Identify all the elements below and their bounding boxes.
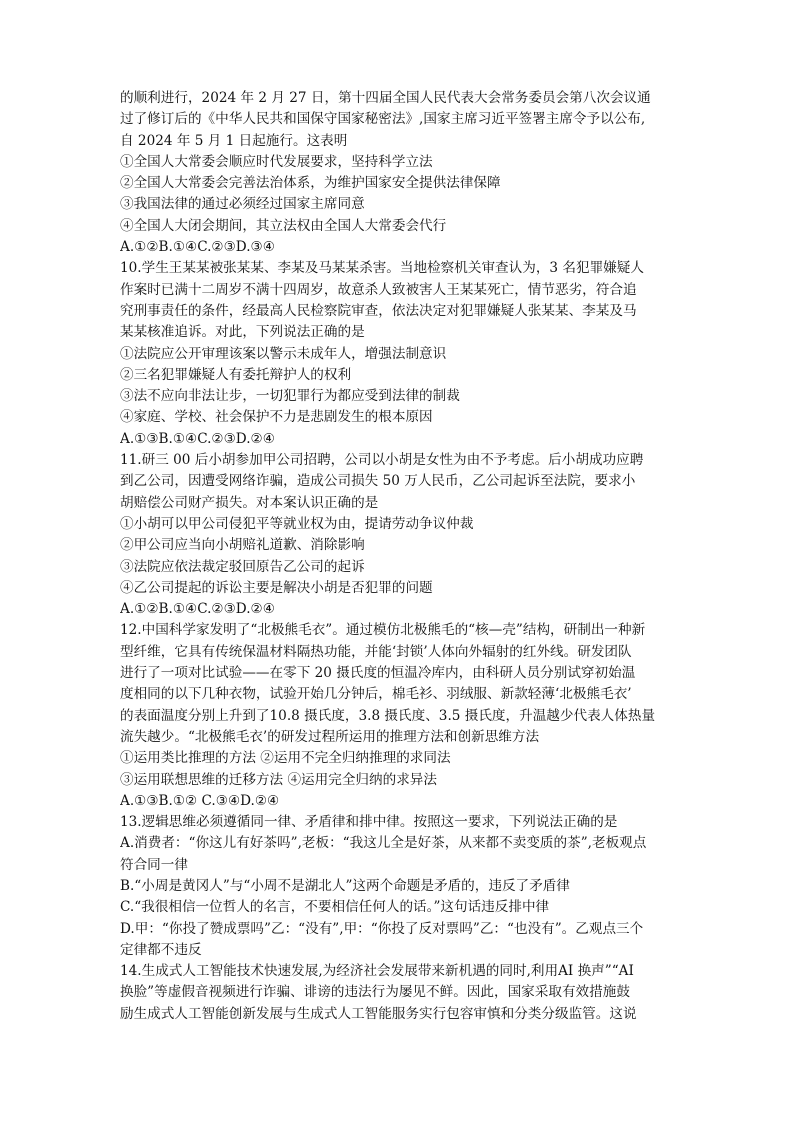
text-line: 胡赔偿公司财产损失。对本案认识正确的是 xyxy=(120,494,379,511)
text-line: ④家庭、学校、社会保护不力是悲剧发生的根本原因 xyxy=(120,409,433,426)
text-line: ③我国法律的通过必须经过国家主席同意 xyxy=(120,196,365,213)
text-line: B.“小周是黄冈人”与“小周不是湖北人”这两个命题是矛盾的，违反了矛盾律 xyxy=(120,877,570,894)
text-line: 13.逻辑思维必须遵循同一律、矛盾律和排中律。按照这一要求，下列说法正确的是 xyxy=(120,814,618,831)
text-line: 自 2024 年 5 月 1 日起施行。这表明 xyxy=(120,132,348,149)
text-line: 11.研三 00 后小胡参加甲公司招聘，公司以小胡是女性为由不予考虑。后小胡成功应聘 xyxy=(120,452,644,469)
text-line: A.①②B.①④C.②③D.③④ xyxy=(120,239,275,256)
text-line: ③法院应依法裁定驳回原告乙公司的起诉 xyxy=(120,558,365,575)
text-line: 励生成式人工智能创新发展与生成式人工智能服务实行包容审慎和分类分级监管。这说 xyxy=(120,1005,637,1022)
text-line: ②三名犯罪嫌疑人有委托辩护人的权利 xyxy=(120,366,352,383)
text-line: ①小胡可以甲公司侵犯平等就业权为由，提请劳动争议仲裁 xyxy=(120,515,474,532)
text-line: ①运用类比推理的方法 ②运用不完全归纳推理的求同法 xyxy=(120,750,451,767)
text-line: ②甲公司应当向小胡赔礼道歉、消除影响 xyxy=(120,537,365,554)
text-line: ①全国人大常委会顺应时代发展要求，坚持科学立法 xyxy=(120,153,433,170)
text-line: 某某核准追诉。对此，下列说法正确的是 xyxy=(120,324,365,341)
text-line: ③法不应向非法让步，一切犯罪行为都应受到法律的制裁 xyxy=(120,388,460,405)
text-line: 14.生成式人工智能技术快速发展,为经济社会发展带来新机遇的同时,利用AI 换声”“AI xyxy=(120,963,634,980)
text-line: ②全国人大常委会完善法治体系，为维护国家安全提供法律保障 xyxy=(120,175,501,192)
text-line: A.①③B.①④C.②③D.②④ xyxy=(120,430,275,447)
text-line: 10.学生王某某被张某某、李某及马某某杀害。当地检察机关审查认为，3 名犯罪嫌疑人 xyxy=(120,260,644,277)
text-line: ①法院应公开审理该案以警示未成年人，增强法制意识 xyxy=(120,345,447,362)
text-line: 究刑事责任的条件，经最高人民检察院审查，依法决定对犯罪嫌疑人张某某、李某及马 xyxy=(120,302,637,319)
text-line: 流失越少。“北极熊毛衣’的研发过程所运用的推理方法和创新思维方法 xyxy=(120,728,540,745)
text-line: ③运用联想思维的迁移方法 ④运用完全归纳的求异法 xyxy=(120,771,437,788)
text-line: 型纤维，它具有传统保温材料隔热功能，并能‘封锁’人体向外辐射的红外线。研发团队 xyxy=(120,643,632,660)
text-line: 12.中国科学家发明了“北极熊毛衣”。通过模仿北极熊毛的“核—壳”结构，研制出一种新 xyxy=(120,622,646,639)
text-line: A.①②B.①④C.②③D.②④ xyxy=(120,601,275,618)
text-line: A.①③B.①② C.③④D.②④ xyxy=(120,792,280,809)
text-line: 的表面温度分别上升到了10.8 摄氏度，3.8 摄氏度、3.5 摄氏度，升温越少代表人体热量 xyxy=(120,707,656,724)
text-line: 定律都不违反 xyxy=(120,941,202,958)
text-line: 度相同的以下几种衣物，试验开始几分钟后，棉毛衫、羽绒服、新款轻薄‘北极熊毛衣’ xyxy=(120,686,632,703)
text-line: 的顺利进行，2024 年 2 月 27 日，第十四届全国人民代表大会常务委员会第八次会议通 xyxy=(120,90,651,106)
text-line: ④乙公司提起的诉讼主要是解决小胡是否犯罪的问题 xyxy=(120,579,433,596)
text-line: 换脸”等虚假音视频进行诈骗、诽谤的违法行为屡见不鲜。因此，国家采取有效措施鼓 xyxy=(120,984,630,1001)
text-line: 进行了一项对比试验——在零下 20 摄氏度的恒温冷库内，由科研人员分别试穿初始温 xyxy=(120,665,636,682)
text-line: 到乙公司，因遭受网络诈骗，造成公司损失 50 万人民币，乙公司起诉至法院，要求小 xyxy=(120,473,636,490)
text-line: 符合同一律 xyxy=(120,856,188,873)
text-line: D.甲：“你投了赞成票吗”乙：“没有”,甲：“你投了反对票吗”乙：“也没有”。乙观点三个 xyxy=(120,920,644,937)
text-line: C.“我很相信一位哲人的名言，不要相信任何人的话。”这句话违反排中律 xyxy=(120,899,550,916)
text-line: ④全国人大闭会期间，其立法权由全国人大常委会代行 xyxy=(120,217,447,234)
text-line: 作案时已满十二周岁不满十四周岁，故意杀人致被害人王某某死亡，情节恶劣，符合追 xyxy=(120,281,637,298)
text-line: A.消费者：“你这儿有好茶吗”,老板：“我这儿全是好茶，从来都不卖变质的茶”,老板观点 xyxy=(120,835,647,852)
exam-text-body xyxy=(120,88,680,1025)
text-line: 过了修订后的《中华人民共和国保守国家秘密法》,国家主席习近平签署主席令予以公布, xyxy=(120,111,646,128)
